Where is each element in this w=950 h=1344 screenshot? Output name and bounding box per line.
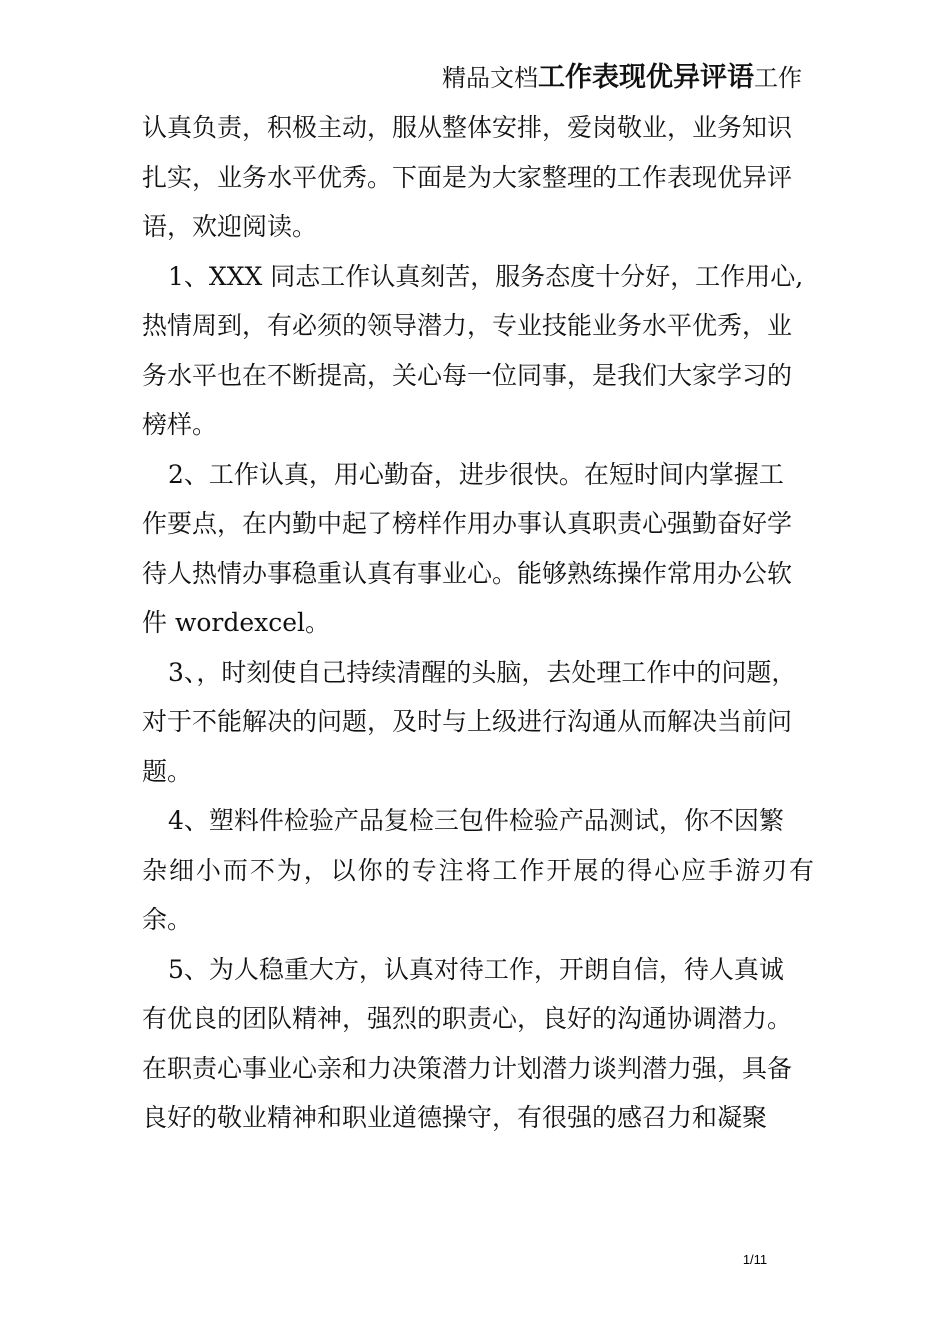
document-body (142, 103, 814, 1143)
intro-paragraph (142, 103, 814, 252)
text-line: 对于不能解决的问题，及时与上级进行沟通从而解决当前问 (142, 707, 793, 736)
text-line: 待人热情办事稳重认真有事业心。能够熟练操作常用办公软 (142, 558, 793, 588)
text-line: 4、塑料件检验产品复检三包件检验产品测试，你不因繁 (168, 806, 784, 835)
text-line: 热情周到，有必须的领导潜力，专业技能业务水平优秀，业 (142, 311, 793, 340)
list-item-1 (142, 252, 814, 450)
text-line: 语，欢迎阅读。 (142, 212, 318, 241)
text-line: 扎实，业务水平优秀。下面是为大家整理的工作表现优异评 (142, 162, 793, 192)
text-line: 2、工作认真，用心勤奋，进步很快。在短时间内掌握工 (168, 459, 784, 489)
text-line: 件 wordexcel。 (142, 608, 331, 637)
document-title: 工作表现优异评语 (538, 62, 754, 93)
text-line: 1、XXX 同志工作认真刻苦，服务态度十分好，工作用心, (168, 261, 804, 291)
text-line: 题。 (142, 756, 193, 786)
page-number: 1/11 (742, 1252, 768, 1267)
list-item-4 (142, 796, 814, 945)
text-line: 3、，时刻使自己持续清醒的头脑，去处理工作中的问题， (168, 657, 797, 687)
text-line: 5、为人稳重大方，认真对待工作，开朗自信，待人真诚 (168, 954, 784, 984)
text-line: 认真负责，积极主动，服从整体安排，爱岗敬业，业务知识 (142, 113, 793, 142)
text-line: 杂细小而不为，以你的专注将工作开展的得心应手游刃有余。 (142, 855, 814, 934)
header-suffix: 工作 (754, 64, 802, 92)
text-line: 良好的敬业精神和职业道德操守，有很强的感召力和凝聚 (142, 1103, 768, 1132)
document-header (442, 58, 802, 98)
list-item-5 (142, 945, 814, 1143)
list-item-3 (142, 648, 814, 797)
list-item-2 (142, 450, 814, 648)
text-line: 在职责心事业心亲和力决策潜力计划潜力谈判潜力强，具备 (142, 1053, 793, 1083)
text-line: 榜样。 (142, 410, 218, 439)
text-line: 有优良的团队精神，强烈的职责心，良好的沟通协调潜力。 (142, 1004, 793, 1033)
text-line: 务水平也在不断提高，关心每一位同事，是我们大家学习的 (142, 360, 793, 390)
header-prefix: 精品文档 (442, 64, 538, 92)
text-line: 作要点，在内勤中起了榜样作用办事认真职责心强勤奋好学 (142, 509, 793, 538)
